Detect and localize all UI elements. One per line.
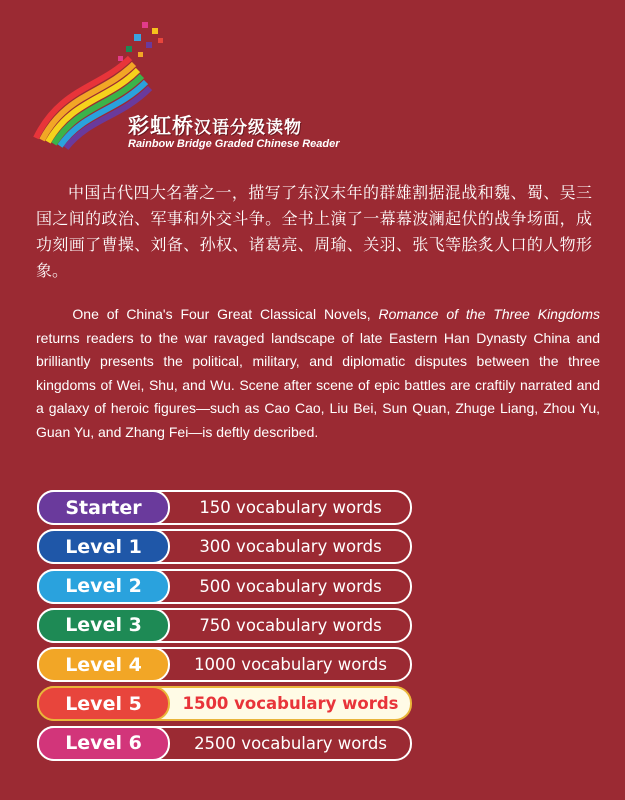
description-english: One of China's Four Great Classical Novels, Romance of the Three Kingdoms returns readers to the war ravaged landscape of late Eastern Han Dynasty China and brilliantly presents the political, military, and diplomatic disputes between the three kingdoms of Wei, Shu, and Wu. Scene after scene of epic battles are craftily narrated and a galaxy of heroic figures—such as Cao Cao, Liu Bei, Sun Quan, Zhuge Liang, Zhou Yu, Guan Yu, and Zhang Fei—is deftly described.: [36, 306, 600, 440]
description-chinese: 中国古代四大名著之一，描写了东汉末年的群雄割据混战和魏、蜀、吴三国之间的政治、军事和外交斗争。全书上演了一幕幕波澜起伏的战争场面，成功刻画了曹操、刘备、孙权、诸葛亮、周瑜、关羽、张飞等脍炙人口的人物形象。: [36, 183, 592, 280]
vocabulary-count: 500 vocabulary words: [199, 576, 382, 596]
vocabulary-count: 300 vocabulary words: [199, 537, 382, 557]
vocabulary-count: 750 vocabulary words: [199, 615, 382, 635]
level-badge: Level 5: [37, 686, 170, 721]
rainbow-bridge-logo: [30, 18, 340, 153]
brand-subtitle: Rainbow Bridge Graded Chinese Reader: [128, 138, 340, 150]
level-badge: Level 3: [37, 608, 170, 643]
level-row-3: [37, 608, 412, 643]
level-row-6: [37, 726, 412, 761]
vocabulary-count: 2500 vocabulary words: [194, 733, 387, 753]
level-row-starter: [37, 490, 412, 525]
brand-title: 彩虹桥汉语分级读物: [128, 114, 302, 138]
level-badge: Level 4: [37, 647, 170, 682]
level-list: [37, 490, 412, 765]
level-badge: Starter: [37, 490, 170, 525]
vocabulary-count: 150 vocabulary words: [199, 498, 382, 517]
level-row-5-highlighted: [37, 686, 412, 721]
book-title: Romance of the Three Kingdoms: [378, 306, 600, 322]
level-badge: Level 2: [37, 569, 170, 604]
level-badge: Level 6: [37, 726, 170, 761]
level-badge: Level 1: [37, 529, 170, 564]
level-row-2: [37, 569, 412, 604]
vocabulary-count: 1000 vocabulary words: [194, 655, 387, 675]
level-row-4: [37, 647, 412, 682]
vocabulary-count: 1500 vocabulary words: [182, 694, 399, 714]
level-row-1: [37, 529, 412, 564]
